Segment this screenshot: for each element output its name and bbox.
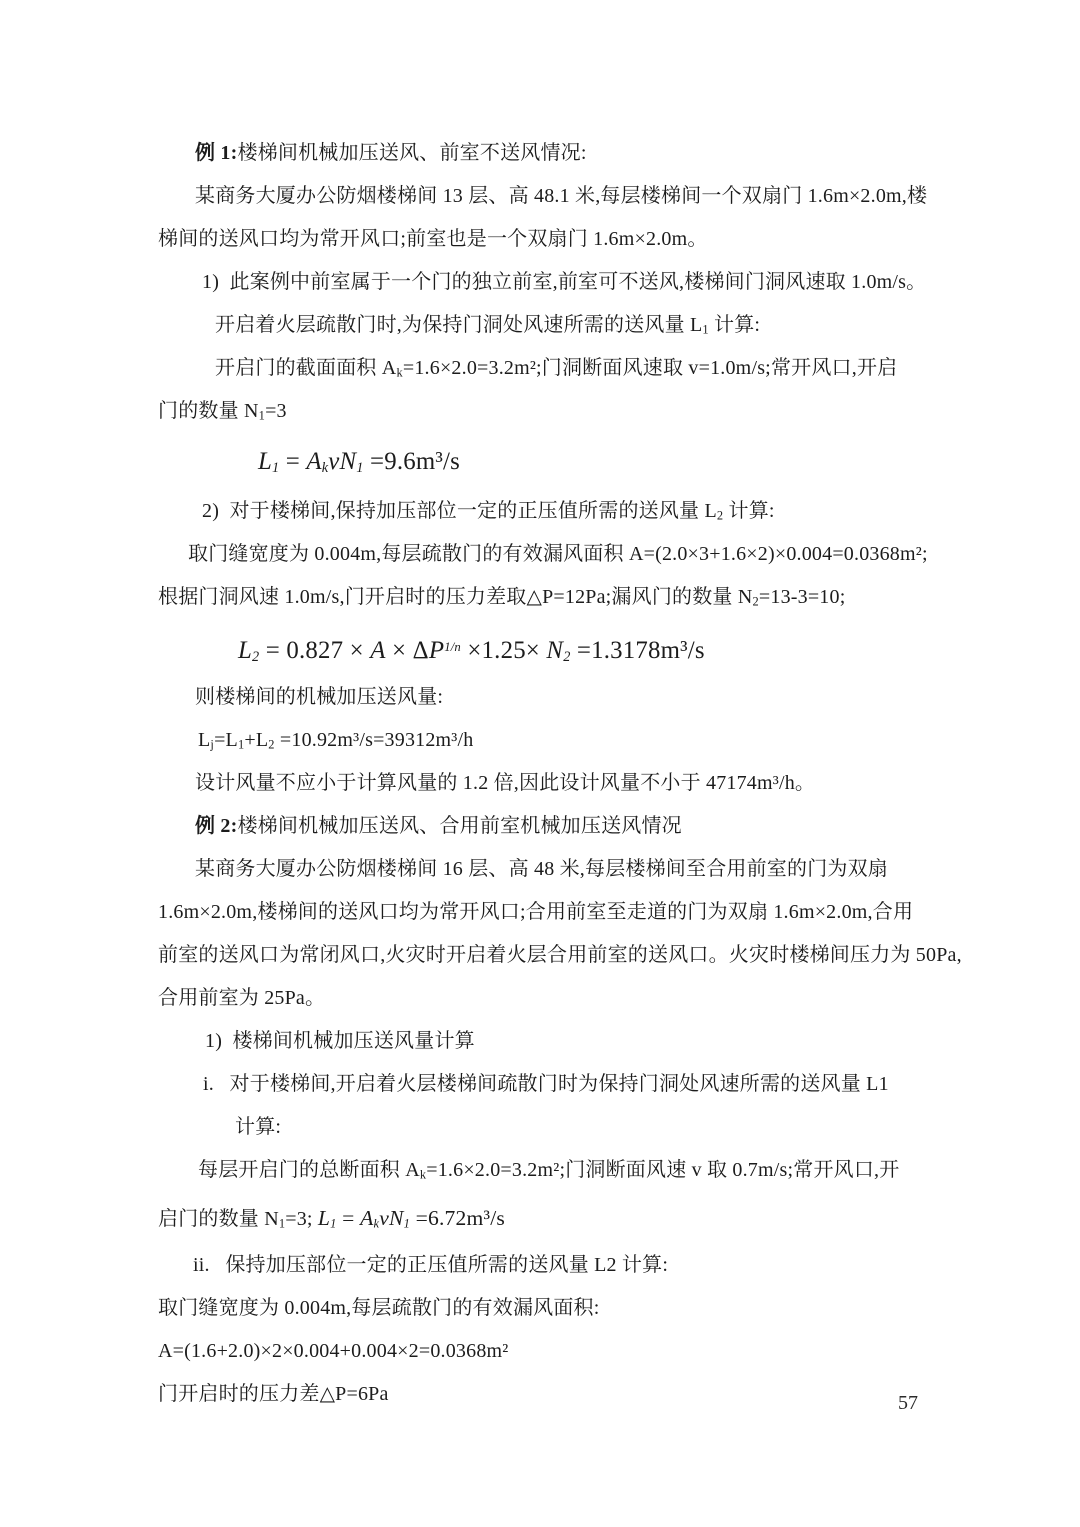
text-line: [205, 1020, 930, 1063]
text-segment: k: [396, 365, 403, 380]
text-line: [195, 762, 930, 805]
text-segment: 某商务大厦办公防烟楼梯间 16 层、高 48 米,每层楼梯间至合用前室的门为双扇: [195, 858, 888, 880]
text-segment: =10.92m³/s=39312m³/h: [274, 729, 474, 751]
text-segment: j: [210, 737, 215, 752]
text-segment: ×1.25×: [460, 636, 547, 664]
formula-line: [258, 433, 930, 490]
text-segment: 例 2:: [195, 815, 238, 837]
text-segment: 1) 此案例中前室属于一个门的独立前室,前室可不送风,楼梯间门洞风速取 1.0m/s。: [202, 271, 927, 293]
text-segment: 楼梯间机械加压送风、前室不送风情况:: [237, 142, 587, 164]
text-segment: 1: [258, 408, 266, 423]
text-segment: 启门的数量 N: [158, 1208, 279, 1230]
text-segment: × Δ: [385, 636, 429, 664]
text-segment: =6.72m³/s: [409, 1206, 506, 1230]
text-segment: 取门缝宽度为 0.004m,每层疏散门的有效漏风面积 A=(2.0×3+1.6×2)×0.004=0.0368m²;: [188, 543, 928, 565]
text-line: [195, 676, 930, 719]
text-segment: 1: [330, 1216, 337, 1231]
text-segment: 开启门的截面面积 A: [215, 357, 397, 379]
text-segment: =: [336, 1206, 361, 1230]
text-segment: i. 对于楼梯间,开启着火层楼梯间疏散门时为保持门洞处风速所需的送风量 L1: [203, 1073, 889, 1095]
text-line: [158, 1330, 930, 1373]
text-line: [158, 576, 930, 619]
text-segment: 1) 楼梯间机械加压送风量计算: [205, 1030, 475, 1052]
text-segment: L: [258, 448, 273, 475]
text-line: [235, 1106, 930, 1149]
text-line: [202, 490, 930, 533]
text-segment: L: [198, 729, 211, 751]
text-segment: 楼梯间机械加压送风、合用前室机械加压送风情况: [237, 815, 682, 837]
page-number: 57: [898, 1392, 918, 1414]
text-segment: 1/n: [444, 640, 461, 654]
text-segment: vN: [328, 448, 357, 475]
text-line: [195, 132, 930, 175]
text-segment: 梯间的送风口均为常开风口;前室也是一个双扇门 1.6m×2.0m。: [158, 228, 708, 250]
text-segment: 某商务大厦办公防烟楼梯间 13 层、高 48.1 米,每层楼梯间一个双扇门 1.6m×2.0m,楼: [195, 185, 928, 207]
text-segment: +L: [244, 729, 269, 751]
text-line: [215, 347, 930, 390]
text-line: [188, 533, 930, 576]
text-segment: 1: [403, 1216, 410, 1231]
text-segment: 1: [356, 460, 364, 477]
text-segment: L: [317, 1206, 331, 1230]
text-segment: A: [360, 1206, 374, 1230]
text-segment: 1: [702, 322, 709, 337]
text-segment: = 0.827 ×: [259, 636, 371, 664]
text-segment: 计算:: [723, 500, 775, 522]
text-segment: A=(1.6+2.0)×2×0.004+0.004×2=0.0368m²: [158, 1340, 509, 1362]
text-segment: 2) 对于楼梯间,保持加压部位一定的正压值所需的送风量 L: [202, 500, 717, 522]
text-segment: 2: [252, 649, 260, 666]
text-line: [195, 848, 930, 891]
text-segment: P: [428, 636, 445, 664]
text-segment: 设计风量不应小于计算风量的 1.2 倍,因此设计风量不小于 47174m³/h。: [195, 772, 816, 794]
text-line: [195, 175, 930, 218]
text-segment: 前室的送风口为常闭风口,火灾时开启着火层合用前室的送风口。火灾时楼梯间压力为 50Pa,: [158, 944, 962, 966]
text-line: [158, 1373, 930, 1416]
text-line: [195, 805, 930, 848]
text-line: [158, 1287, 930, 1330]
text-segment: 计算:: [708, 314, 761, 336]
text-segment: 每层开启门的总断面积 A: [198, 1159, 420, 1181]
text-segment: =9.6m³/s: [363, 448, 460, 475]
text-segment: 合用前室为 25Pa。: [158, 987, 326, 1009]
text-segment: A: [370, 636, 386, 664]
text-line: [158, 977, 930, 1020]
text-segment: ii. 保持加压部位一定的正压值所需的送风量 L2 计算:: [193, 1254, 669, 1276]
text-segment: N: [546, 636, 564, 664]
text-segment: 根据门洞风速 1.0m/s,门开启时的压力差取△P=12Pa;漏风门的数量 N: [158, 586, 753, 608]
text-segment: =1.6×2.0=3.2m²;门洞断面风速 v 取 0.7m/s;常开风口,开: [426, 1159, 900, 1181]
text-segment: 计算:: [235, 1116, 282, 1138]
text-line: [202, 261, 930, 304]
text-segment: =13-3=10;: [758, 586, 846, 608]
text-line: [158, 891, 930, 934]
text-segment: k: [373, 1216, 380, 1231]
text-segment: 例 1:: [195, 142, 238, 164]
text-segment: 1: [272, 460, 280, 477]
text-segment: 1: [237, 737, 245, 752]
text-line: [158, 1192, 930, 1244]
text-segment: =: [279, 448, 307, 475]
text-segment: 2: [716, 508, 724, 523]
text-segment: 2: [268, 737, 275, 752]
text-segment: 门的数量 N: [158, 400, 259, 422]
text-line: [158, 218, 930, 261]
text-segment: =3: [265, 400, 287, 422]
text-line: [198, 719, 930, 762]
text-segment: vN: [379, 1206, 404, 1230]
text-line: [158, 934, 962, 977]
text-segment: k: [321, 460, 329, 477]
text-segment: 取门缝宽度为 0.004m,每层疏散门的有效漏风面积:: [158, 1297, 600, 1319]
text-segment: 2: [563, 649, 571, 666]
text-segment: 门开启时的压力差△P=6Pa: [158, 1383, 389, 1405]
text-segment: 1: [278, 1216, 286, 1231]
text-segment: =L: [214, 729, 238, 751]
formula-line: [238, 619, 930, 676]
text-segment: =1.6×2.0=3.2m²;门洞断面风速取 v=1.0m/s;常开风口,开启: [402, 357, 898, 379]
text-line: [198, 1149, 930, 1192]
text-segment: A: [306, 448, 322, 475]
text-segment: 2: [752, 594, 759, 609]
text-segment: 则楼梯间的机械加压送风量:: [195, 686, 444, 708]
text-segment: =3;: [285, 1208, 318, 1230]
text-line: [193, 1244, 930, 1287]
text-segment: k: [419, 1167, 427, 1182]
text-segment: =1.3178m³/s: [570, 636, 705, 664]
text-line: [158, 390, 930, 433]
text-line: [203, 1063, 930, 1106]
text-segment: 开启着火层疏散门时,为保持门洞处风速所需的送风量 L: [215, 314, 703, 336]
text-line: [215, 304, 930, 347]
text-segment: L: [238, 636, 253, 664]
text-segment: 1.6m×2.0m,楼梯间的送风口均为常开风口;合用前室至走道的门为双扇 1.6m×2.0m,合用: [158, 901, 914, 923]
